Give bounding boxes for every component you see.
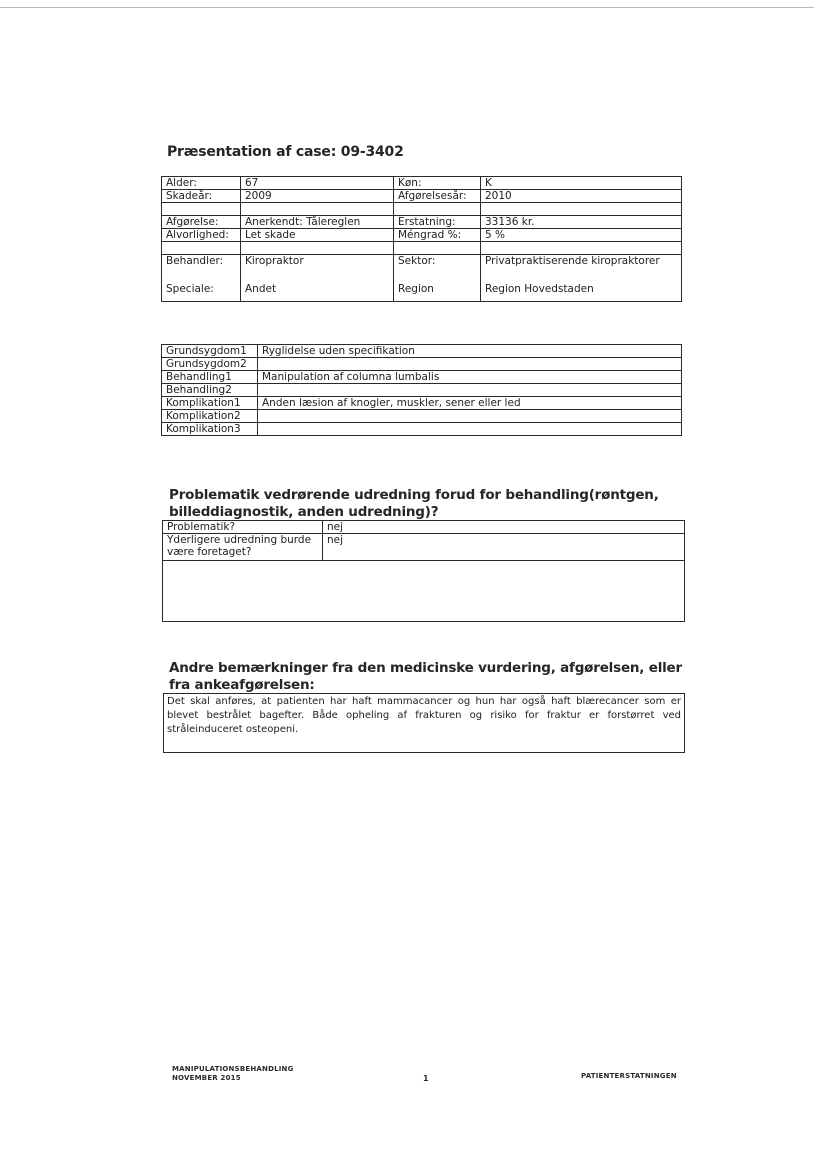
speciale-label: Speciale: [162,277,241,302]
top-rule [0,7,814,8]
diagnosis-table [161,344,682,436]
alvorlighed-value: Let skade [241,229,394,242]
diag-value: Anden læsion af knogler, muskler, sener eller led [258,397,682,410]
alvorlighed-label: Alvorlighed: [162,229,241,242]
table-row [162,384,682,397]
table-row [162,345,682,358]
table-row [162,371,682,384]
problematik-label: Problematik? [163,521,323,534]
diag-label: Grundsygdom1 [162,345,258,358]
empty-cell [162,242,241,255]
empty-cell [241,242,394,255]
empty-cell [481,203,682,216]
page-number: 1 [423,1074,429,1083]
skadeaar-label: Skadeår: [162,190,241,203]
afgoerelse-label: Afgørelse: [162,216,241,229]
udredning-label: Yderligere udredning burde være foretaget? [163,534,323,561]
diag-value: Ryglidelse uden specifikation [258,345,682,358]
problematik-table [162,520,685,622]
problematik-value: nej [323,521,685,534]
behandler-label: Behandler: [162,255,241,278]
problematik-heading: Problematik vedrørende udredning forud for behandling(røntgen, billeddiagnostik, anden udredning)? [169,487,659,520]
table-row [162,358,682,371]
koen-value: K [481,177,682,190]
empty-cell [481,242,682,255]
speciale-value: Andet [241,277,394,302]
table-row [162,410,682,423]
alder-value: 67 [241,177,394,190]
diag-label: Behandling1 [162,371,258,384]
erstatning-label: Erstatning: [394,216,481,229]
afgoerelsesaar-label: Afgørelsesår: [394,190,481,203]
diag-label: Komplikation3 [162,423,258,436]
diag-value: Manipulation af columna lumbalis [258,371,682,384]
diag-label: Komplikation2 [162,410,258,423]
notes-heading: Andre bemærkninger fra den medicinske vurdering, afgørelsen, eller fra ankeafgørelsen: [169,660,682,693]
diag-label: Grundsygdom2 [162,358,258,371]
maengrad-value: 5 % [481,229,682,242]
empty-cell [394,242,481,255]
diag-value [258,358,682,371]
empty-cell [241,203,394,216]
case-info-table [161,176,682,302]
koen-label: Køn: [394,177,481,190]
empty-cell [162,203,241,216]
sektor-value: Privatpraktiserende kiropraktorer [481,255,682,278]
diag-value [258,410,682,423]
alder-label: Alder: [162,177,241,190]
empty-cell [163,561,685,622]
maengrad-label: Méngrad %: [394,229,481,242]
footer-left [172,1065,294,1083]
region-value: Region Hovedstaden [481,277,682,302]
afgoerelse-value: Anerkendt: Tålereglen [241,216,394,229]
skadeaar-value: 2009 [241,190,394,203]
afgoerelsesaar-value: 2010 [481,190,682,203]
case-title: Præsentation af case: 09-3402 [167,144,404,160]
region-label: Region [394,277,481,302]
diag-label: Komplikation1 [162,397,258,410]
table-row [162,423,682,436]
footer-right: PATIENTERSTATNINGEN [581,1072,677,1080]
udredning-value: nej [323,534,685,561]
behandler-value: Kiropraktor [241,255,394,278]
diag-value [258,423,682,436]
erstatning-value: 33136 kr. [481,216,682,229]
notes-box: Det skal anføres, at patienten har haft mammacancer og hun har også haft blærecancer som er blevet bestrålet bagefter. Både opheling af frakturen og risiko for fraktur er forstørret ved stråleinduceret osteopeni. [163,693,685,753]
footer-date: NOVEMBER 2015 [172,1074,241,1082]
diag-label: Behandling2 [162,384,258,397]
sektor-label: Sektor: [394,255,481,278]
table-row [162,397,682,410]
empty-cell [394,203,481,216]
footer-doc-title: MANIPULATIONSBEHANDLING [172,1065,294,1073]
diag-value [258,384,682,397]
